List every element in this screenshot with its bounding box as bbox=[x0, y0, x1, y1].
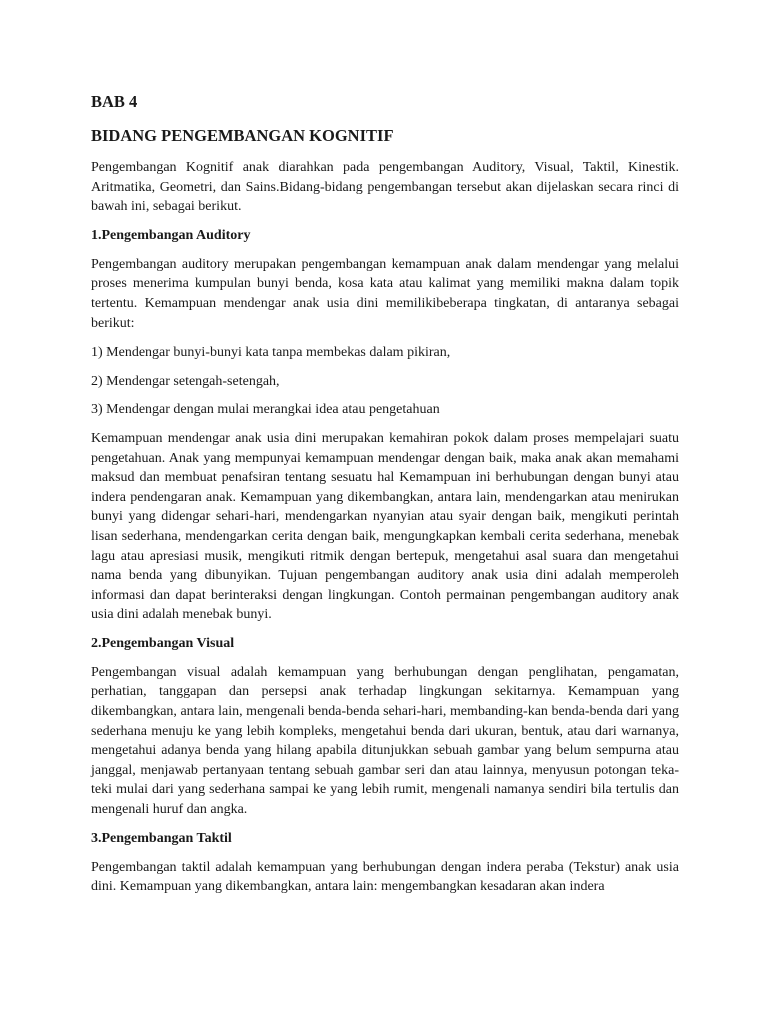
taktil-paragraph: Pengembangan taktil adalah kemampuan yang berhubungan dengan indera peraba (Tekstur) anak usia dini. Kemampuan yang dikembangkan, antara lain: mengembangkan kesadaran akan indera bbox=[91, 859, 679, 895]
auditory-paragraph-2: Kemampuan mendengar anak usia dini merupakan kemahiran pokok dalam proses mempelajari suatu pengetahuan. Anak yang mempunyai kemampuan mendengar dengan baik, maka anak akan memahami maksud dan membuat penafsiran tentang sesuatu hal Kemampuan ini berhubungan dengan bunyi atau indera pendengaran anak. Kemampuan yang dikembangkan, antara lain, mendengarkan atau menirukan bunyi yang didengar sehari-hari, mendengarkan nyanyian atau syair dengan baik, mengikuti perintah lisan sederhana, mendengarkan cerita dengan baik, mengungkapkan kembali cerita sederhana, menebak lagu atau apresiasi musik, mengikuti ritmik dengan bertepuk, mengetahui asal suara dan mengetahui nama benda yang dibunyikan. Tujuan pengembangan auditory anak usia dini adalah memperoleh informasi dan dapat berinteraksi dengan lingkungan. Contoh permainan pengembangan auditory anak usia dini adalah menebak bunyi. bbox=[91, 430, 679, 623]
document-page bbox=[91, 92, 679, 907]
list-item: 2) Mendengar setengah-setengah, bbox=[91, 373, 280, 389]
section-heading-taktil: 3.Pengembangan Taktil bbox=[91, 830, 232, 846]
auditory-paragraph-1: Pengembangan auditory merupakan pengembangan kemampuan anak dalam mendengar yang melalui proses menerima kumpulan bunyi benda, kosa kata atau kalimat yang memiliki makna dalam topik tertentu. Kemampuan mendengar anak usia dini memilikibeberapa tingkatan, di antaranya sebagai berikut: bbox=[91, 256, 679, 331]
section-heading-visual: 2.Pengembangan Visual bbox=[91, 635, 235, 651]
chapter-heading: BAB 4 bbox=[91, 92, 138, 111]
intro-paragraph: Pengembangan Kognitif anak diarahkan pada pengembangan Auditory, Visual, Taktil, Kinestik. Aritmatika, Geometri, dan Sains.Bidang-bidang pengembangan tersebut akan dijelaskan secara rinci di bawah ini, sebagai berikut. bbox=[91, 160, 679, 215]
visual-paragraph: Pengembangan visual adalah kemampuan yang berhubungan dengan penglihatan, pengamatan, perhatian, tanggapan dan persepsi anak terhadap lingkungan sekitarnya. Kemampuan yang dikembangkan, antara lain, mengenali benda-benda sehari-hari, membanding-kan benda-benda dari yang sederhana menuju ke yang lebih kompleks, mengetahui benda dari ukuran, bentuk, atau dari warnanya, mengetahui adanya benda yang hilang apabila ditunjukkan sebuah gambar yang belum sempurna atau janggal, menjawab pertanyaan tentang sebuah gambar seri dan atau lainnya, menyusun potongan teka-teki mulai dari yang sederhana sampai ke yang lebih rumit, mengenali namanya sendiri bila tertulis dan mengenali huruf dan angka. bbox=[91, 664, 679, 818]
list-item: 1) Mendengar bunyi-bunyi kata tanpa membekas dalam pikiran, bbox=[91, 345, 451, 361]
chapter-title: BIDANG PENGEMBANGAN KOGNITIF bbox=[91, 126, 394, 145]
section-heading-auditory: 1.Pengembangan Auditory bbox=[91, 227, 251, 243]
list-item: 3) Mendengar dengan mulai merangkai idea atau pengetahuan bbox=[91, 402, 440, 418]
